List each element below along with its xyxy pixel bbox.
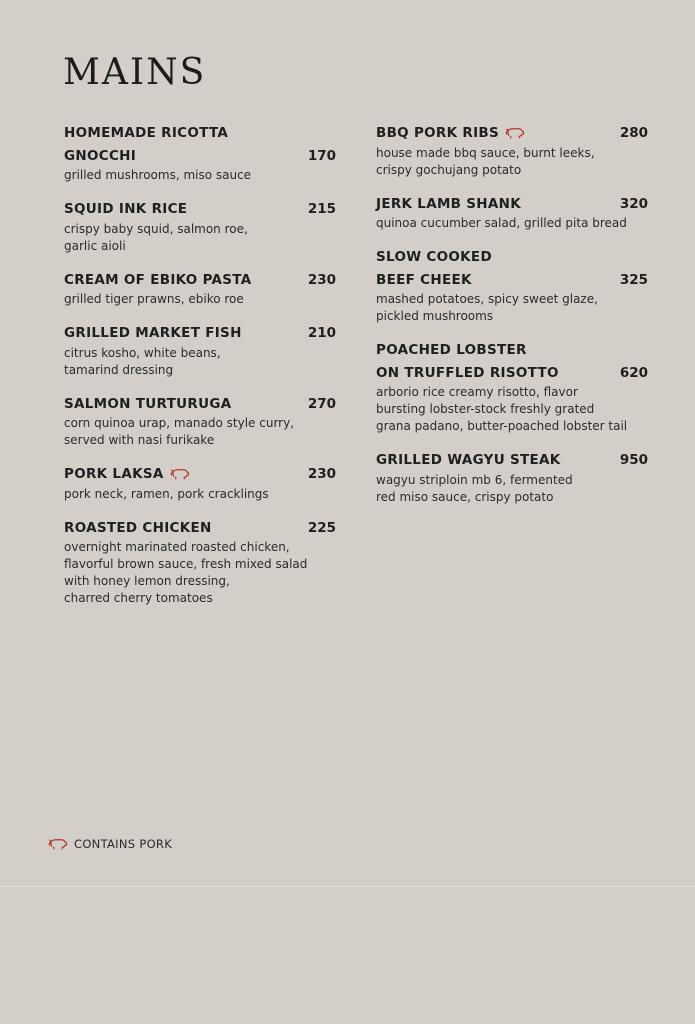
menu-item (64, 198, 336, 255)
menu-item-name: POACHED LOBSTER ON TRUFFLED RISOTTO (376, 342, 559, 381)
menu-item-name-wrap (376, 193, 521, 216)
menu-item-header (64, 322, 336, 345)
menu-item-header (64, 269, 336, 292)
menu-item-header (64, 463, 336, 486)
menu-item-name-wrap (376, 449, 561, 472)
menu-item-price: 210 (307, 325, 336, 341)
menu-item-header (64, 122, 336, 167)
menu-item-description: wagyu striploin mb 6, fermented red miso sauce, crispy potato (376, 472, 573, 504)
menu-item-name-wrap (64, 463, 189, 486)
menu-item-header (64, 198, 336, 221)
menu-item-name: SALMON TURTURUGA (64, 395, 232, 412)
menu-item-description: citrus kosho, white beans, tamarind dressing (64, 345, 221, 377)
menu-item-name-wrap (376, 246, 492, 291)
menu-item-price: 325 (619, 271, 648, 288)
menu-item-name-wrap (376, 122, 524, 145)
menu-item-price: 230 (307, 271, 336, 288)
menu-item (376, 246, 648, 325)
menu-item (64, 322, 336, 379)
menu-item-name-wrap (64, 198, 187, 221)
menu-item (376, 339, 648, 435)
menu-item-name: SLOW COOKED BEEF CHEEK (376, 249, 492, 288)
menu-item-header (64, 393, 336, 416)
menu-item (376, 449, 648, 506)
menu-item-description: mashed potatoes, spicy sweet glaze, pickled mushrooms (376, 292, 598, 323)
menu-item-price: 230 (307, 466, 336, 482)
menu-item-name: HOMEMADE RICOTTA GNOCCHI (64, 125, 229, 164)
menu-item-description: house made bbq sauce, burnt leeks, crispy gochujang potato (376, 145, 595, 177)
page-title: MAINS (63, 52, 207, 93)
pig-icon (505, 127, 524, 139)
menu-item-description: arborio rice creamy risotto, flavor bursting lobster-stock freshly grated grana padano, butter-poached lobster tail (376, 385, 628, 433)
menu-item-description: grilled mushrooms, miso sauce (64, 168, 252, 182)
menu-item-name: SQUID INK RICE (64, 201, 188, 217)
menu-item-description: overnight marinated roasted chicken, flavorful brown sauce, fresh mixed salad with honey lemon dressing, charred cherry tomatoes (64, 540, 308, 605)
page-divider (0, 886, 695, 887)
menu-item-header (376, 339, 648, 384)
menu-item-price: 225 (307, 519, 336, 536)
pig-icon (48, 838, 67, 850)
menu-item-header (376, 193, 648, 216)
menu-item-price: 620 (619, 364, 648, 381)
menu-item-name: BBQ PORK RIBS (376, 125, 500, 141)
menu-item-price: 215 (307, 201, 336, 217)
menu-item-name: GRILLED MARKET FISH (64, 325, 242, 341)
menu-item-name: JERK LAMB SHANK (376, 195, 522, 212)
menu-item (64, 517, 336, 608)
menu-item-description: quinoa cucumber salad, grilled pita bread (376, 216, 627, 230)
legend-label: CONTAINS PORK (74, 837, 173, 851)
menu-item-description: corn quinoa urap, manado style curry, served with nasi furikake (64, 416, 295, 447)
menu-item-description: pork neck, ramen, pork cracklings (64, 486, 269, 501)
menu-item (64, 393, 336, 450)
pork-legend (48, 837, 172, 851)
menu-item-name-wrap (64, 269, 252, 292)
menu-item-name: ROASTED CHICKEN (64, 519, 212, 536)
menu-item (64, 269, 336, 309)
menu-item-header (64, 517, 336, 540)
menu-item-name-wrap (376, 339, 559, 384)
menu-item-price: 270 (307, 395, 336, 412)
menu-item (376, 122, 648, 179)
menu-column-right (376, 122, 648, 520)
menu-item-name: GRILLED WAGYU STEAK (376, 452, 561, 468)
menu-item-price: 280 (619, 125, 648, 141)
menu-item-header (376, 122, 648, 145)
menu-item-description: crispy baby squid, salmon roe, garlic aioli (64, 221, 248, 253)
menu-item-header (376, 246, 648, 291)
menu-item-name-wrap (64, 393, 232, 416)
menu-item (64, 463, 336, 503)
menu-item-price: 170 (307, 147, 336, 164)
menu-item-name: CREAM OF EBIKO PASTA (64, 271, 252, 288)
menu-item-price: 950 (619, 452, 648, 468)
pig-icon (170, 468, 189, 480)
menu-item (64, 122, 336, 184)
menu-item-description: grilled tiger prawns, ebiko roe (64, 292, 244, 306)
menu-item-price: 320 (619, 195, 648, 212)
menu-item-name-wrap (64, 517, 212, 540)
menu-item-name: PORK LAKSA (64, 466, 164, 482)
menu-item-name-wrap (64, 322, 242, 345)
menu-item-name-wrap (64, 122, 228, 167)
menu-item-header (376, 449, 648, 472)
menu-item (376, 193, 648, 233)
menu-column-left (64, 122, 336, 621)
